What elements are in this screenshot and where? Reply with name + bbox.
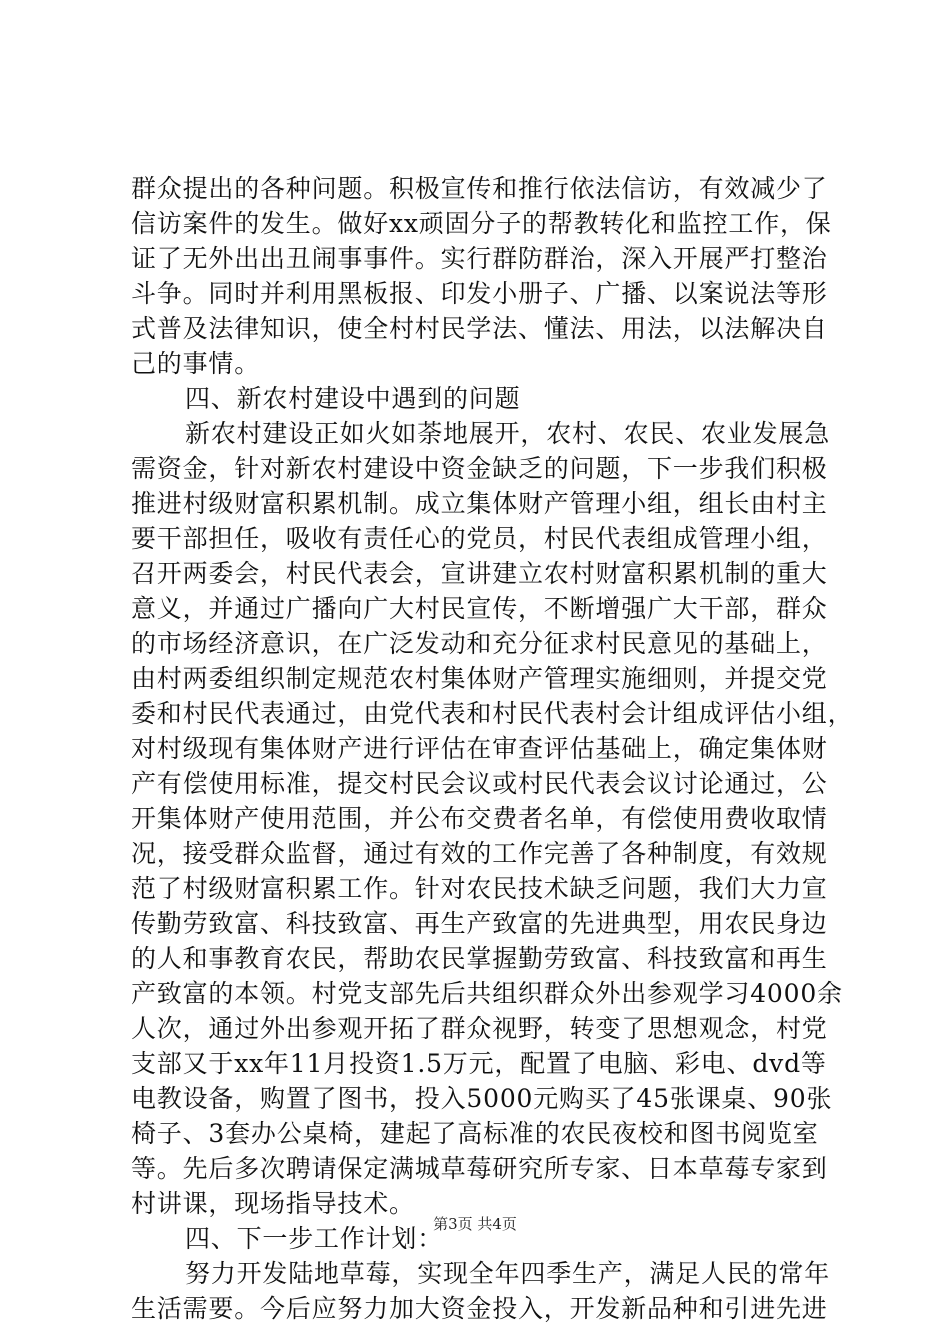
text-line: 由村两委组织制定规范农村集体财产管理实施细则，并提交党	[131, 664, 828, 693]
section-heading: 四、下一步工作计划：	[185, 1224, 444, 1253]
text-line: 产有偿使用标准，提交村民会议或村民代表会议讨论通过，公	[131, 769, 828, 798]
text-line: 意义，并通过广播向广大村民宣传，不断增强广大干部，群众	[131, 594, 828, 623]
text-line: 对村级现有集体财产进行评估在审查评估基础上，确定集体财	[131, 734, 828, 763]
text-line: 等。先后多次聘请保定满城草莓研究所专家、日本草莓专家到	[131, 1154, 828, 1183]
text-line: 人次，通过外出参观开拓了群众视野，转变了思想观念，村党	[131, 1014, 828, 1043]
document-body	[131, 171, 854, 1326]
page-footer	[0, 1214, 950, 1234]
text-line: 需资金，针对新农村建设中资金缺乏的问题，下一步我们积极	[131, 454, 828, 483]
text-line: 新农村建设正如火如荼地展开，农村、农民、农业发展急	[185, 419, 831, 448]
page-number: 第3页 共4页	[433, 1215, 517, 1233]
text-line: 村讲课，现场指导技术。	[131, 1189, 415, 1218]
text-line: 产致富的本领。村党支部先后共组织群众外出参观学习4000余	[131, 979, 843, 1008]
text-line: 支部又于xx年11月投资1.5万元，配置了电脑、彩电、dvd等	[131, 1049, 827, 1078]
text-line: 的市场经济意识，在广泛发动和充分征求村民意见的基础上，	[131, 629, 828, 658]
text-line: 委和村民代表通过，由党代表和村民代表村会计组成评估小组，	[131, 699, 854, 728]
text-line: 式普及法律知识，使全村村民学法、懂法、用法，以法解决自	[131, 314, 828, 343]
text-line: 努力开发陆地草莓，实现全年四季生产，满足人民的常年	[185, 1259, 831, 1288]
text-line: 椅子、3套办公桌椅，建起了高标准的农民夜校和图书阅览室	[131, 1119, 819, 1148]
text-line: 电教设备，购置了图书，投入5000元购买了45张课桌、90张	[131, 1084, 833, 1113]
text-line: 的人和事教育农民，帮助农民掌握勤劳致富、科技致富和再生	[131, 944, 828, 973]
text-line: 推进村级财富积累机制。成立集体财产管理小组，组长由村主	[131, 489, 828, 518]
text-line: 斗争。同时并利用黑板报、印发小册子、广播、以案说法等形	[131, 279, 828, 308]
text-line: 生活需要。今后应努力加大资金投入，开发新品种和引进先进	[131, 1294, 828, 1323]
text-line: 己的事情。	[131, 349, 261, 378]
text-line: 要干部担任，吸收有责任心的党员，村民代表组成管理小组，	[131, 524, 828, 553]
text-line: 开集体财产使用范围，并公布交费者名单，有偿使用费收取情	[131, 804, 828, 833]
text-line: 证了无外出出丑闹事事件。实行群防群治，深入开展严打整治	[131, 244, 828, 273]
text-line: 范了村级财富积累工作。针对农民技术缺乏问题，我们大力宣	[131, 874, 828, 903]
text-line: 召开两委会，村民代表会，宣讲建立农村财富积累机制的重大	[131, 559, 828, 588]
text-line: 况，接受群众监督，通过有效的工作完善了各种制度，有效规	[131, 839, 828, 868]
text-line: 传勤劳致富、科技致富、再生产致富的先进典型，用农民身边	[131, 909, 828, 938]
text-line: 群众提出的各种问题。积极宣传和推行依法信访，有效减少了	[131, 174, 828, 203]
text-line: 信访案件的发生。做好xx顽固分子的帮教转化和监控工作，保	[131, 209, 832, 238]
section-heading: 四、新农村建设中遇到的问题	[185, 384, 521, 413]
